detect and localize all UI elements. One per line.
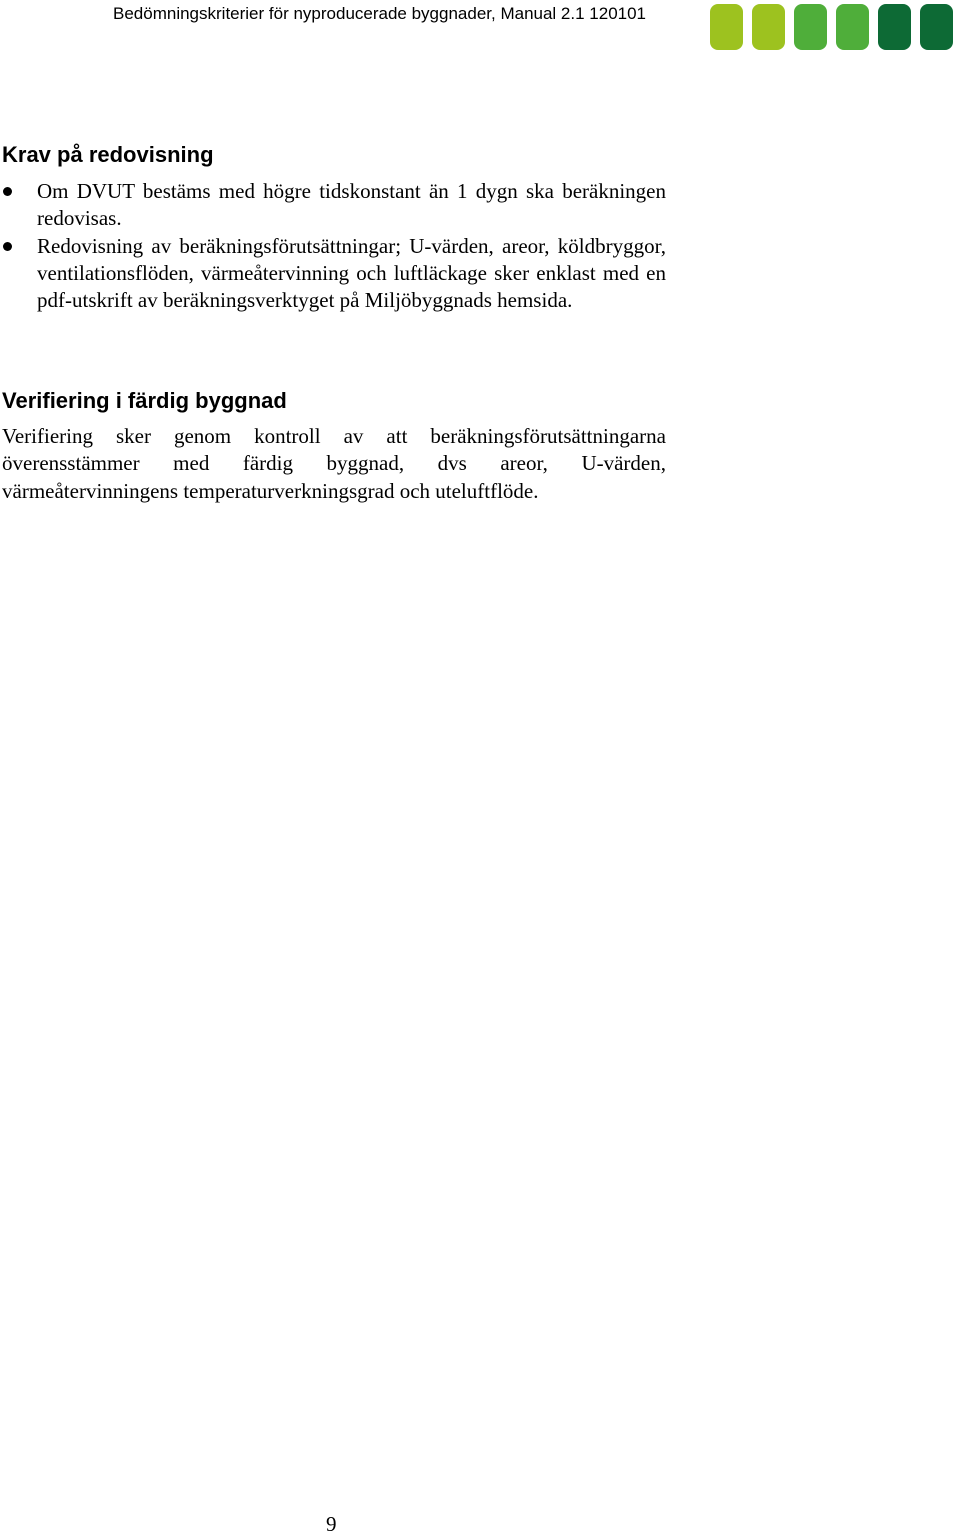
bullet-icon — [3, 187, 12, 196]
logo-pill — [710, 4, 743, 50]
page-number: 9 — [326, 1512, 337, 1536]
logo-pill — [794, 4, 827, 50]
bullet-icon — [3, 242, 12, 251]
verification-paragraph: Verifiering sker genom kontroll av att beräkningsförutsättningarna överensstämmer med färdig byggnad, dvs areor, U-värden, värmeåtervinningens temperaturverkningsgrad och uteluftflöde. — [2, 424, 666, 503]
logo-pill — [920, 4, 953, 50]
section-heading-verifiering: Verifiering i färdig byggnad — [2, 388, 287, 413]
list-item-text: Om DVUT bestäms med högre tidskonstant än 1 dygn ska beräkningen redovisas. — [37, 179, 666, 231]
miljobyggnad-logo — [710, 4, 956, 51]
list-item-text: Redovisning av beräkningsförutsättningar; U-värden, areor, köldbryggor, ventilationsflöden, värmeåtervinning och luftläckage sker enklast med en pdf-utskrift av beräkningsverktyget på Miljöbyggnads hemsida. — [37, 233, 666, 313]
list-item — [0, 233, 666, 315]
list-item — [0, 178, 666, 233]
logo-pill — [752, 4, 785, 50]
section-heading-krav: Krav på redovisning — [2, 142, 214, 167]
requirements-list — [0, 178, 666, 314]
running-header: Bedömningskriterier för nyproducerade byggnader, Manual 2.1 120101 — [113, 4, 647, 23]
logo-pill — [836, 4, 869, 50]
logo-pill — [878, 4, 911, 50]
